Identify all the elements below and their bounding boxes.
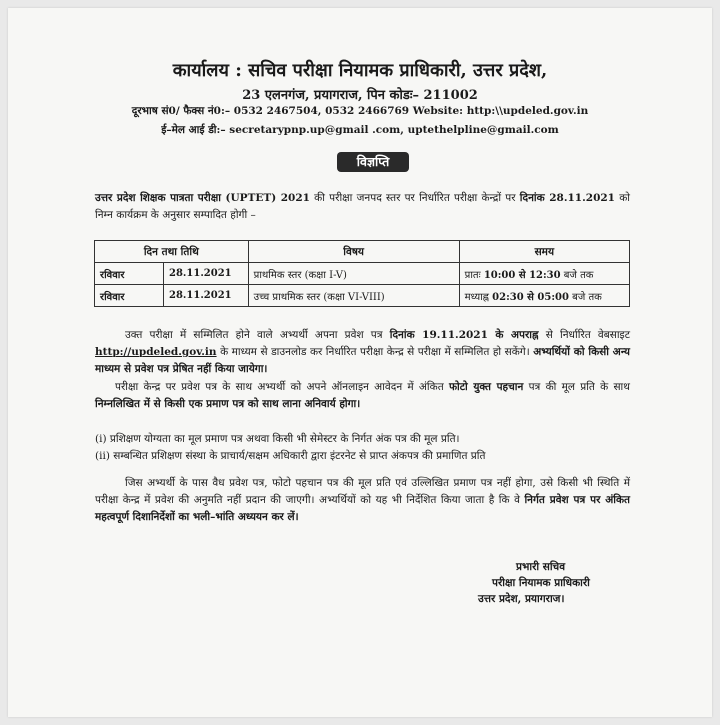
signatory-authority: परीक्षा नियामक प्राधिकारी: [492, 577, 590, 589]
row-day: रविवार: [95, 263, 164, 285]
time-prefix: प्रातः: [464, 269, 484, 281]
time-range: 02:30 से 05:00: [492, 291, 569, 303]
table-header-row: [95, 241, 630, 263]
office-email: ई–मेल आई डी:– secretarypnp.up@gmail .com, uptethelpline@gmail.com: [161, 124, 559, 136]
photo-id: फोटो युक्त पहचान: [448, 381, 524, 393]
header-subject: विषय: [248, 241, 459, 263]
website-link[interactable]: http://updeled.gov.in: [95, 346, 217, 358]
list-item: (ii) सम्बन्धित प्रशिक्षण संस्था के प्राचार्य/सक्षम अधिकारी द्वारा इंटरनेट से प्राप्त अंकपत्र की प्रमाणित प्रति: [95, 450, 486, 462]
para2-text: परीक्षा केन्द्र पर प्रवेश पत्र के साथ अभ्यर्थी को अपने ऑनलाइन आवेदन में अंकित: [115, 381, 449, 393]
signatory-title: प्रभारी सचिव: [516, 561, 566, 573]
row-time: [459, 263, 629, 285]
intro-text-end: को निम्न कार्यक्रम के अनुसार सम्पादित होगी –: [95, 192, 631, 221]
entry-rule-paragraph: [95, 475, 630, 526]
intro-paragraph: [95, 190, 630, 224]
list-item: (i) प्रशिक्षण योग्यता का मूल प्रमाण पत्र अथवा किसी भी सेमेस्टर के निर्गत अंक पत्र की मूल प्रति।: [95, 433, 460, 445]
header-day-date: दिन तथा तिथि: [95, 241, 249, 263]
time-suffix: बजे तक: [560, 269, 594, 281]
para1-warning: अभ्यर्थियों को किसी अन्य माध्यम से प्रवेश पत्र प्रेषित नहीं किया जायेगा।: [95, 346, 631, 375]
header-time: समय: [459, 241, 629, 263]
office-address: 23 एलनगंज, प्रयागराज, पिन कोडः– 211002: [242, 88, 478, 103]
schedule-table: [94, 240, 630, 307]
exam-date: दिनांक 28.11.2021: [519, 192, 615, 204]
para2-mandatory: निम्नलिखित में से किसी एक प्रमाण पत्र को साथ लाना अनिवार्य होगा।: [95, 398, 361, 410]
table-row: [95, 263, 630, 285]
time-range: 10:00 से 12:30: [483, 269, 561, 281]
para3-instruction: निर्गत प्रवेश पत्र पर अंकित महत्वपूर्ण दिशानिर्देशों का भली–भांति अध्ययन कर लें।: [95, 494, 630, 523]
row-subject: प्राथमिक स्तर (कक्षा I-V): [248, 263, 459, 285]
id-proof-paragraph: [95, 379, 630, 413]
table-row: [95, 285, 630, 307]
para2-text2: पत्र की मूल प्रति के साथ: [523, 381, 630, 393]
para1-text2: से निर्धारित वेबसाइट: [538, 329, 631, 341]
para3-text: जिस अभ्यर्थी के पास वैध प्रवेश पत्र, फोटो पहचान पत्र की मूल प्रति एवं उल्लिखित प्रमाण पत्र नहीं होगा, उसे किसी भी स्थिति में परीक्षा केन्द्र में प्रवेश की अनुमति नहीं प्रदान की जाएगी। अभ्यर्थियों को यह भी निर्देशित किया जाता है कि वे: [95, 477, 630, 506]
office-contact: दूरभाष सं0/ फैक्स नं0:– 0532 2467504, 0532 2466769 Website: http:\\updeled.gov.in: [131, 105, 589, 117]
time-suffix: बजे तक: [568, 291, 602, 303]
row-date: 28.11.2021: [164, 285, 249, 307]
intro-text: की परीक्षा जनपद स्तर पर निर्धारित परीक्षा केन्द्रों पर: [309, 192, 520, 204]
time-prefix: मध्याह्न: [464, 291, 493, 303]
exam-name: उत्तर प्रदेश शिक्षक पात्रता परीक्षा (UPTET) 2021: [95, 192, 310, 204]
row-day: रविवार: [95, 285, 164, 307]
admit-date: दिनांक 19.11.2021 के अपराह्न: [389, 329, 539, 341]
para1-text: उक्त परीक्षा में सम्मिलित होने वाले अभ्यर्थी अपना प्रवेश पत्र: [125, 329, 390, 341]
row-time: [459, 285, 629, 307]
admit-card-paragraph: [95, 327, 630, 378]
row-subject: उच्च प्राथमिक स्तर (कक्षा VI-VIII): [248, 285, 459, 307]
signatory-location: उत्तर प्रदेश, प्रयागराज।: [478, 593, 565, 605]
office-title: कार्यालय : सचिव परीक्षा नियामक प्राधिकारी, उत्तर प्रदेश,: [172, 60, 548, 81]
para1-text3: के माध्यम से डाउनलोड कर निर्धारित परीक्षा केन्द्र से परीक्षा में सम्मिलित हो सकेंगे।: [216, 346, 534, 358]
row-date: 28.11.2021: [164, 263, 249, 285]
notice-title: विज्ञप्ति: [337, 152, 409, 172]
